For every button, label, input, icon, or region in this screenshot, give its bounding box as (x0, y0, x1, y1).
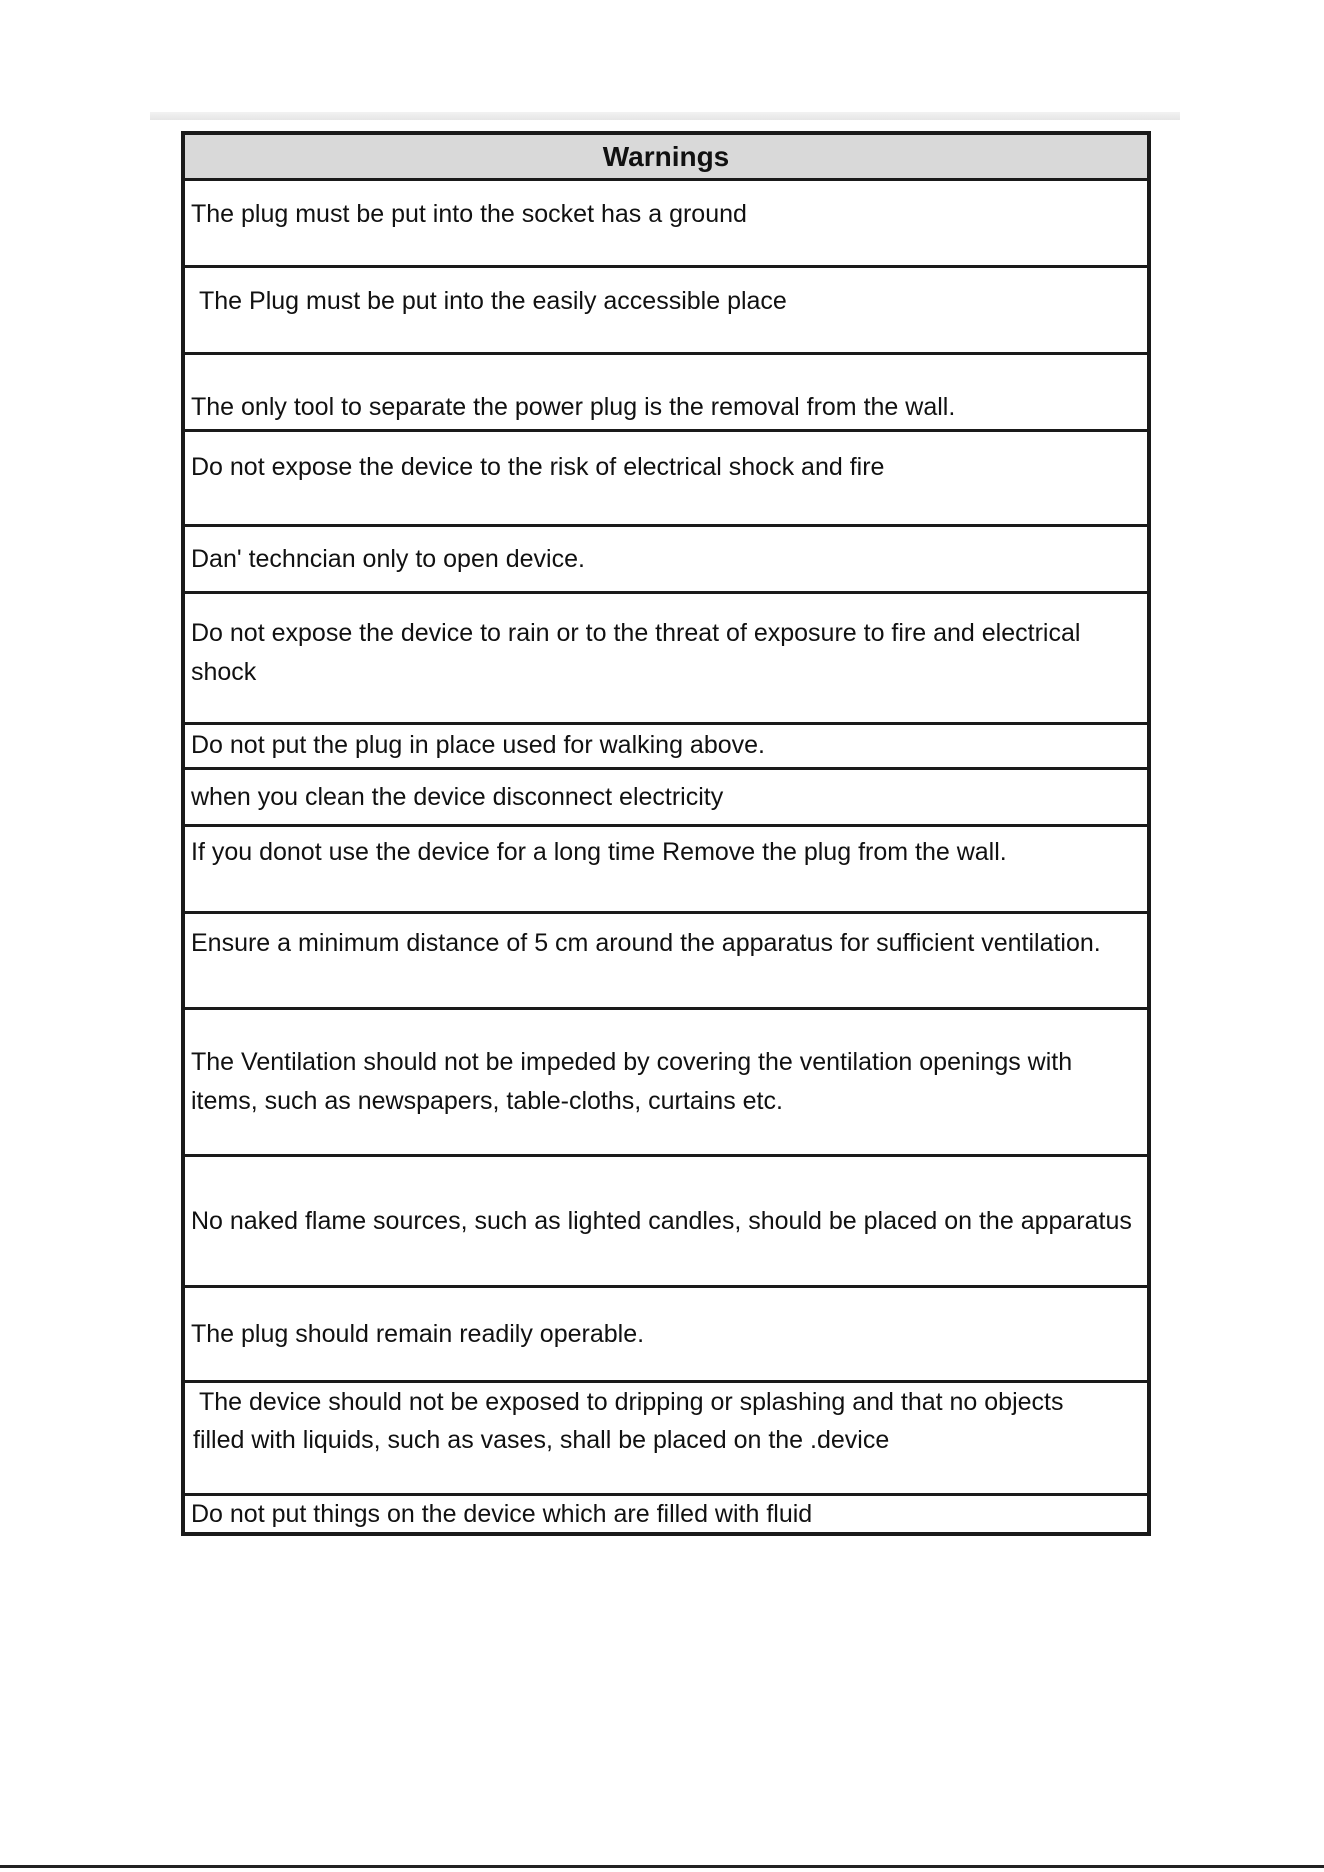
warning-row (185, 725, 1147, 770)
warning-text: The device should not be exposed to dripping or splashing and that no objects filled with liquids, such as vases, shall be placed on the .device (193, 1388, 1064, 1454)
warning-text: The Ventilation should not be impeded by covering the ventilation openings with items, such as newspapers, table-cloths, curtains etc. (191, 1048, 1073, 1115)
page-bottom-divider (0, 1865, 1324, 1868)
warnings-table (181, 131, 1151, 1536)
warning-row (185, 181, 1147, 268)
page-top-divider (150, 112, 1180, 120)
warning-text: Do not put things on the device which are filled with fluid (191, 1500, 813, 1528)
warning-text: The Plug must be put into the easily accessible place (199, 287, 787, 315)
warning-row (185, 527, 1147, 594)
warning-text: when you clean the device disconnect electricity (191, 782, 724, 811)
warning-text: Do not put the plug in place used for walking above. (191, 731, 765, 759)
warning-text: The plug should remain readily operable. (191, 1319, 645, 1348)
warning-text: If you donot use the device for a long time Remove the plug from the wall. (191, 838, 1007, 866)
warning-row (185, 432, 1147, 527)
warning-row (185, 1288, 1147, 1383)
warning-text: The only tool to separate the power plug is the removal from the wall. (191, 393, 956, 421)
warning-text: Dan' techncian only to open device. (191, 544, 585, 573)
warning-text: No naked flame sources, such as lighted candles, should be placed on the apparatus (191, 1206, 1132, 1235)
warning-row (185, 268, 1147, 355)
warning-row (185, 355, 1147, 432)
warning-row (185, 1157, 1147, 1288)
table-title: Warnings (185, 135, 1147, 181)
warning-row (185, 1010, 1147, 1157)
warning-row (185, 914, 1147, 1010)
warning-row (185, 594, 1147, 725)
warning-row (185, 827, 1147, 914)
warning-row (185, 770, 1147, 827)
warning-text: The plug must be put into the socket has a ground (191, 200, 747, 228)
warning-text: Do not expose the device to rain or to the threat of exposure to fire and electrical shock (191, 619, 1081, 686)
warning-row (185, 1496, 1147, 1532)
warning-row (185, 1383, 1147, 1496)
warning-text: Ensure a minimum distance of 5 cm around the apparatus for sufficient ventilation. (191, 929, 1101, 957)
warning-text: Do not expose the device to the risk of electrical shock and fire (191, 453, 885, 481)
